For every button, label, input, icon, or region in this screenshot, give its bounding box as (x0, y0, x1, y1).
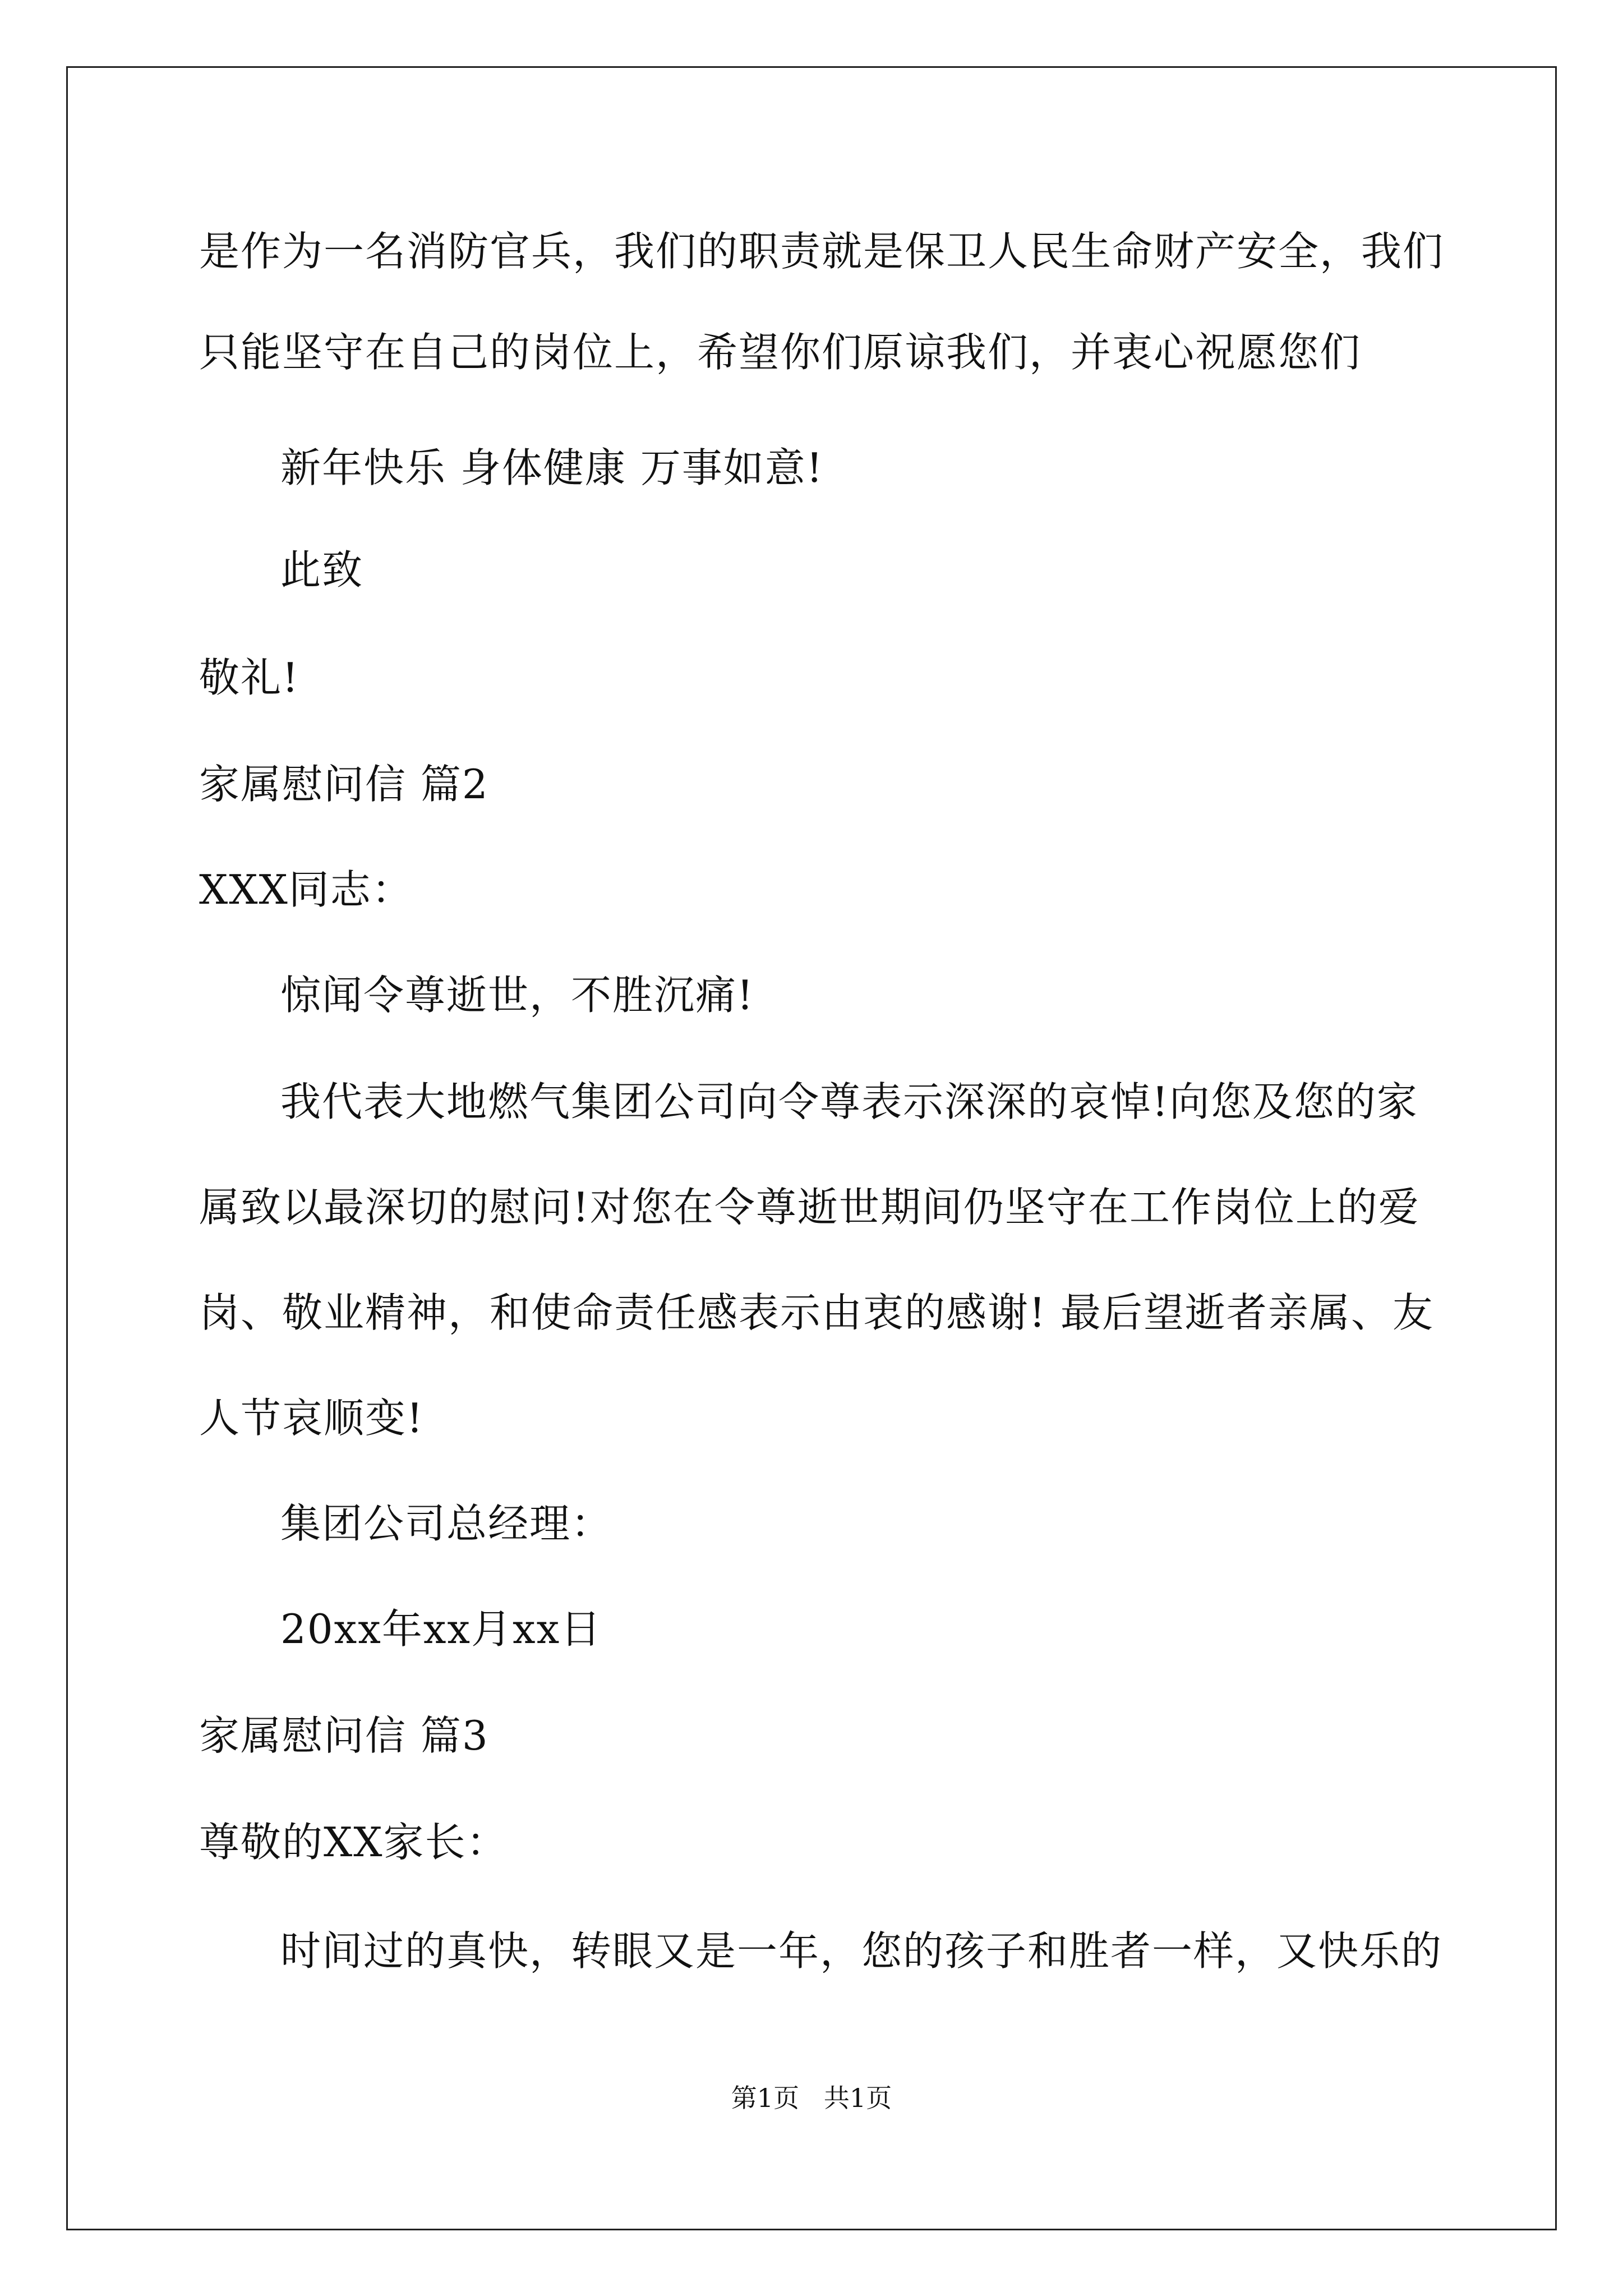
paragraph-line: 人节哀顺变! (199, 1395, 424, 1442)
paragraph-line: 我代表大地燃气集团公司向令尊表示深深的哀悼!向您及您的家 (280, 1078, 1418, 1125)
page-border (66, 66, 1557, 2230)
signature-title: 集团公司总经理： (280, 1500, 613, 1547)
page-footer: 第1页 共1页 (731, 2083, 892, 2113)
signature-date: 20xx年xx月xx日 (280, 1605, 602, 1653)
paragraph-line: 是作为一名消防官兵，我们的职责就是保卫人民生命财产安全，我们 (199, 228, 1445, 275)
section-heading: 家属慰问信 篇3 (199, 1712, 489, 1759)
paragraph-line: 岗、敬业精神，和使命责任感表示由衷的感谢! 最后望逝者亲属、友 (199, 1289, 1434, 1336)
paragraph-line: 惊闻令尊逝世，不胜沉痛! (280, 972, 754, 1019)
closing-jingli: 敬礼! (199, 654, 299, 701)
salutation: 尊敬的XX家长： (199, 1819, 508, 1866)
paragraph-line: 时间过的真快，转眼又是一年，您的孩子和胜者一样，又快乐的 (280, 1927, 1443, 1975)
paragraph-line: 属致以最深切的慰问!对您在令尊逝世期间仍坚守在工作岗位上的爱 (199, 1184, 1420, 1231)
salutation: XXX同志： (199, 866, 413, 913)
greeting-wishes: 新年快乐 身体健康 万事如意! (280, 444, 824, 491)
section-heading: 家属慰问信 篇2 (199, 761, 489, 808)
paragraph-line: 只能坚守在自己的岗位上，希望你们原谅我们，并衷心祝愿您们 (199, 329, 1362, 376)
closing-cizhi: 此致 (280, 546, 364, 593)
